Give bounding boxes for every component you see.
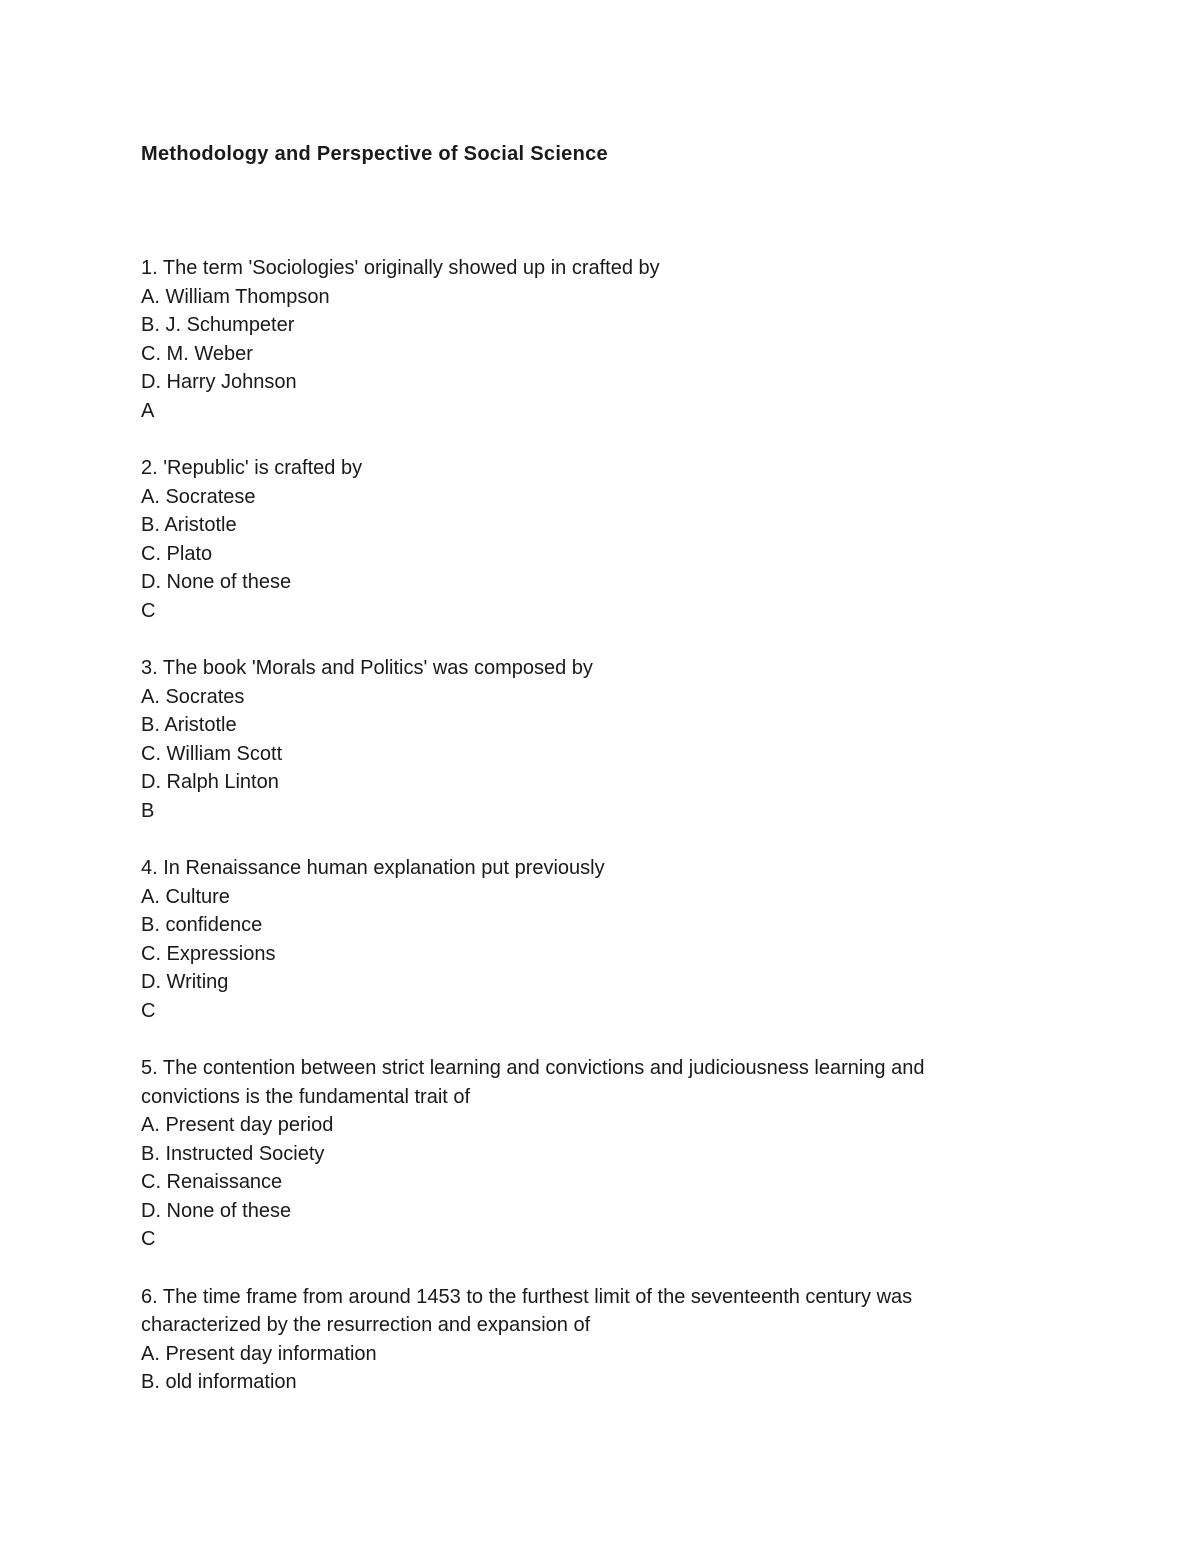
answer-key: C: [141, 999, 156, 1022]
option-d: D. None of these: [141, 1199, 292, 1222]
option-d: D. Harry Johnson: [141, 371, 297, 393]
answer-key: C: [141, 599, 156, 622]
option-b: B. old information: [141, 1371, 297, 1393]
question-stem: 5. The contention between strict learning and convictions and judiciousness learning and convictions is the fundamental trait of: [141, 1057, 925, 1108]
question-stem: 2. 'Republic' is crafted by: [141, 457, 363, 479]
question-item: [141, 654, 1041, 825]
question-item: [141, 454, 1041, 625]
document-title: Methodology and Perspective of Social Science: [141, 143, 608, 165]
option-a: A. Present day period: [141, 1114, 334, 1136]
option-b: B. Aristotle: [141, 714, 237, 736]
option-a: A. Culture: [141, 885, 230, 908]
option-b: B. Instructed Society: [141, 1142, 325, 1165]
option-c: C. Expressions: [141, 942, 276, 965]
question-item: [141, 1283, 1041, 1397]
question-stem: 3. The book 'Morals and Politics' was composed by: [141, 657, 593, 679]
question-stem: 1. The term 'Sociologies' originally showed up in crafted by: [141, 257, 660, 279]
option-d: D. Ralph Linton: [141, 771, 279, 793]
answer-key: B: [141, 799, 155, 822]
option-a: A. Present day information: [141, 1342, 377, 1365]
option-d: D. None of these: [141, 571, 292, 593]
option-b: B. confidence: [141, 914, 263, 936]
question-item: [141, 854, 1041, 1025]
question-item: [141, 1054, 1041, 1254]
question-stem: 4. In Renaissance human explanation put previously: [141, 857, 605, 879]
question-stem: 6. The time frame from around 1453 to the furthest limit of the seventeenth century was characterized by the resurrection and expansion of: [141, 1285, 913, 1336]
answer-key: C: [141, 1228, 156, 1250]
option-b: B. Aristotle: [141, 514, 237, 536]
option-a: A. Socratese: [141, 485, 256, 508]
option-b: B. J. Schumpeter: [141, 314, 295, 336]
option-d: D. Writing: [141, 971, 229, 993]
option-a: A. William Thompson: [141, 285, 330, 308]
question-list: [141, 254, 1041, 1397]
answer-key: A: [141, 399, 155, 422]
document-page: [141, 140, 1041, 1426]
option-c: C. William Scott: [141, 742, 283, 765]
question-item: [141, 254, 1041, 425]
option-c: C. Plato: [141, 542, 213, 565]
option-a: A. Socrates: [141, 685, 245, 708]
option-c: C. M. Weber: [141, 342, 253, 365]
option-c: C. Renaissance: [141, 1171, 283, 1193]
